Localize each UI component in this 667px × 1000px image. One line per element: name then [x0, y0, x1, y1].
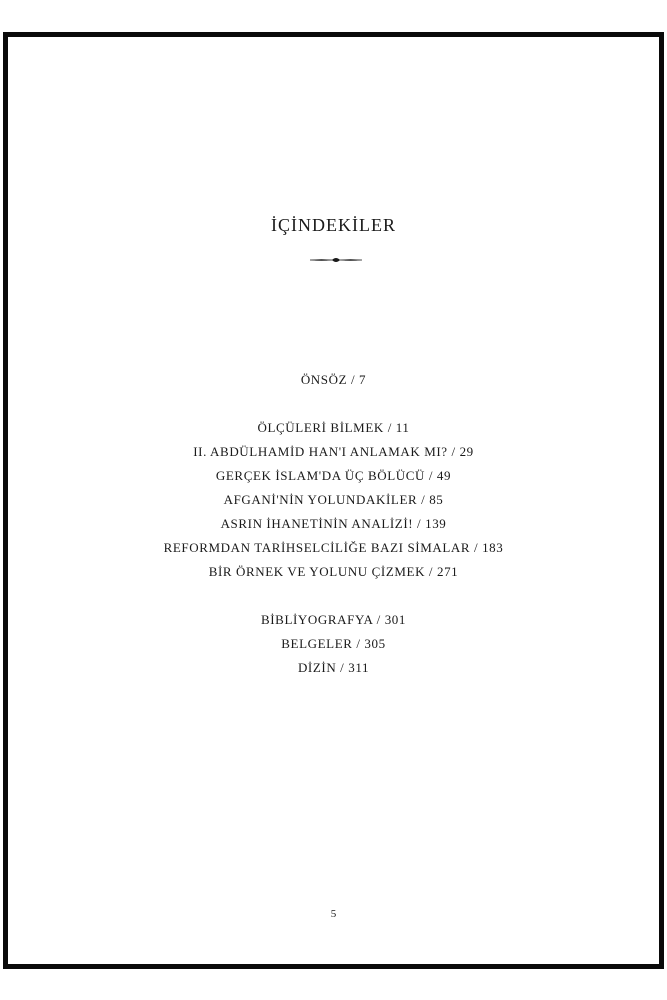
toc-entry-chapter: II. ABDÜLHAMİD HAN'I ANLAMAK MI? / 29: [193, 444, 474, 459]
toc-entry-chapter: REFORMDAN TARİHSELCİLİĞE BAZI SİMALAR / 183: [163, 540, 504, 555]
toc-entry-bibliography: BİBLİYOGRAFYA / 301: [260, 612, 407, 627]
toc-entry-preface: ÖNSÖZ / 7: [300, 372, 367, 387]
toc-entry-chapter: ÖLÇÜLERİ BİLMEK / 11: [257, 420, 410, 435]
flourish-divider-icon: [308, 255, 364, 265]
toc-entry-chapter: BİR ÖRNEK VE YOLUNU ÇİZMEK / 271: [208, 564, 459, 579]
toc-entry-chapter: AFGANİ'NİN YOLUNDAKİLER / 85: [223, 492, 444, 507]
toc-entry-chapter: ASRIN İHANETİNİN ANALİZİ! / 139: [220, 516, 447, 531]
toc-entry-index: DİZİN / 311: [297, 660, 370, 675]
page-title: İÇİNDEKİLER: [271, 215, 396, 235]
toc-entry-documents: BELGELER / 305: [281, 636, 386, 651]
page-number: 5: [330, 908, 337, 920]
toc-entry-chapter: GERÇEK İSLAM'DA ÜÇ BÖLÜCÜ / 49: [215, 468, 452, 483]
